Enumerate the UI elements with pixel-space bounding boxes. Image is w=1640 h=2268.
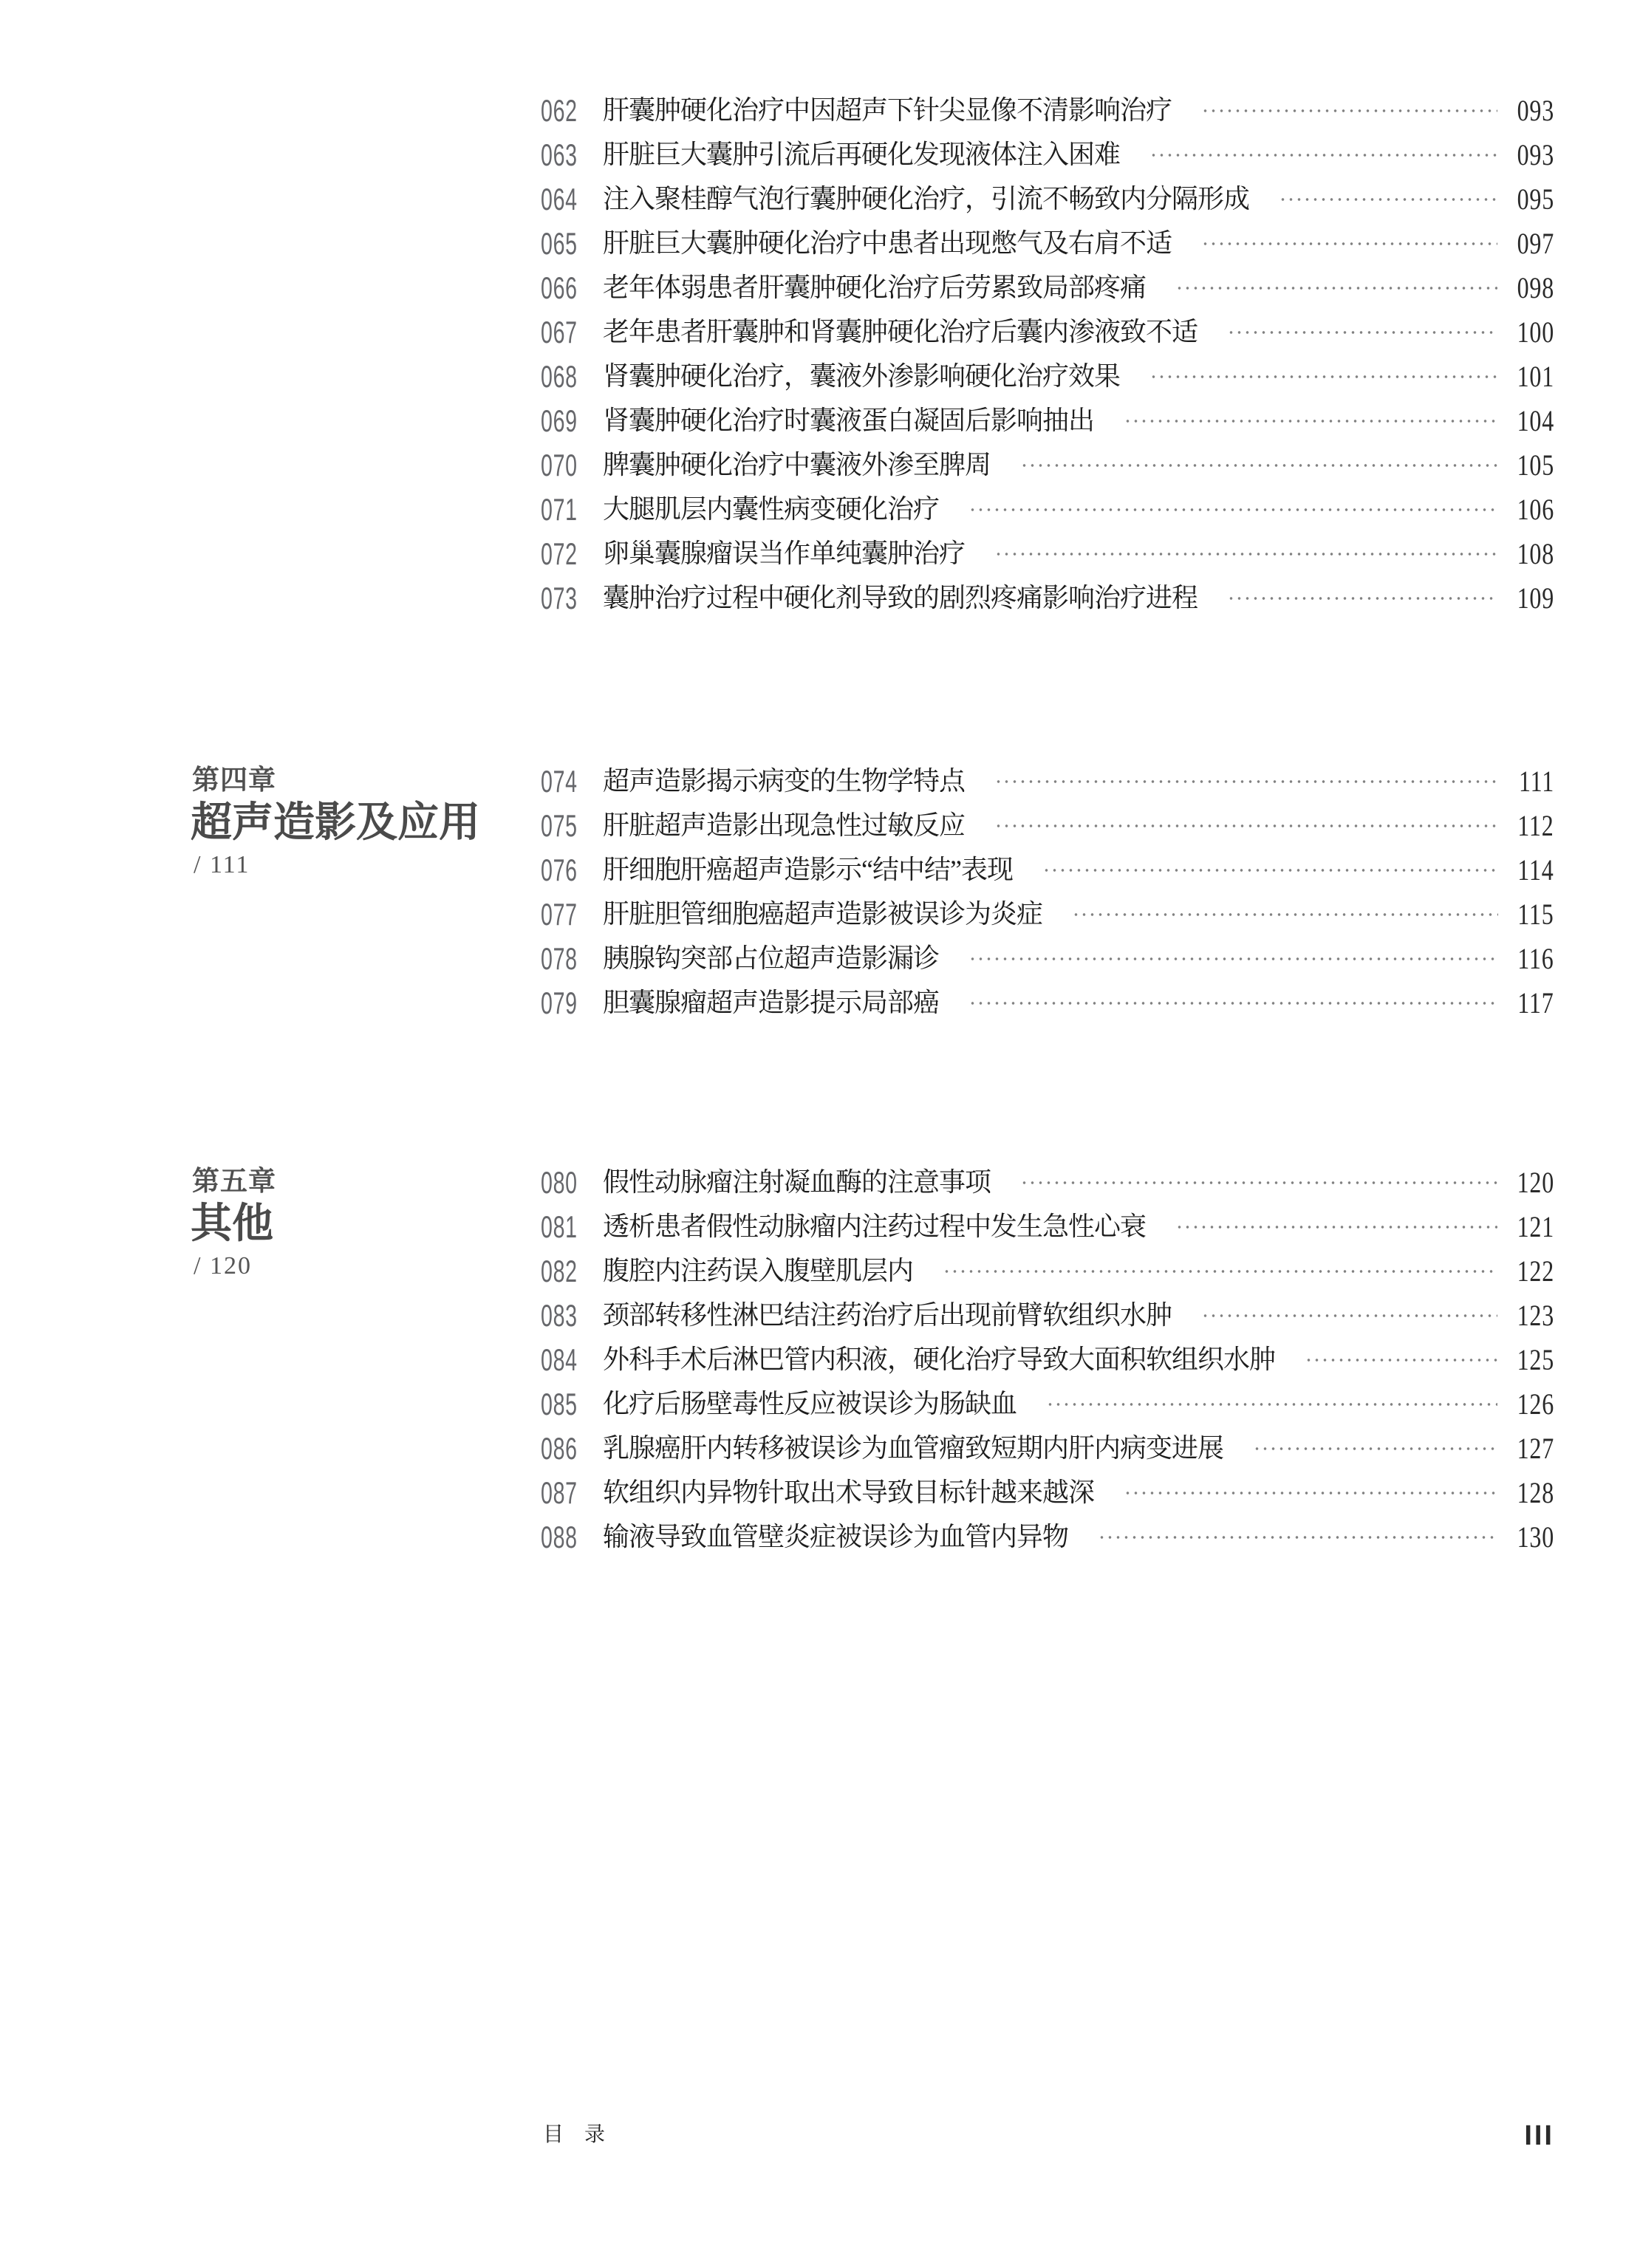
toc-row: [541, 1427, 1554, 1471]
entry-page-number: 123: [1517, 1299, 1554, 1332]
entry-number: 075: [541, 808, 578, 843]
dot-leader: [1046, 1399, 1497, 1410]
entry-page-number: 126: [1517, 1387, 1554, 1421]
entry-title: 肝脏巨大囊肿硬化治疗中患者出现憋气及右肩不适: [603, 228, 1172, 259]
toc-row: [541, 399, 1554, 443]
entry-number: 069: [541, 403, 578, 438]
toc-row: [541, 1515, 1554, 1560]
dot-leader: [1149, 150, 1497, 160]
dot-leader: [1201, 1311, 1497, 1321]
toc-row: [541, 1249, 1554, 1294]
entry-page-number: 105: [1517, 448, 1554, 482]
entry-page-number: 106: [1517, 493, 1554, 526]
dot-leader: [943, 1266, 1497, 1277]
entry-title: 卵巢囊腺瘤误当作单纯囊肿治疗: [603, 539, 966, 569]
entry-title: 化疗后肠壁毒性反应被误诊为肠缺血: [603, 1389, 1017, 1419]
entry-number: 076: [541, 853, 578, 887]
dot-leader: [1201, 239, 1497, 249]
entry-number: 086: [541, 1431, 578, 1466]
chapter-title: 其他: [191, 1201, 273, 1247]
toc-row: [541, 222, 1554, 266]
entry-title: 胆囊腺瘤超声造影提示局部癌: [603, 988, 940, 1018]
toc-row: [541, 848, 1554, 892]
dot-leader: [968, 954, 1498, 964]
entry-number: 063: [541, 137, 578, 172]
entry-number: 088: [541, 1520, 578, 1554]
entry-number: 078: [541, 941, 578, 976]
entry-page-number: 127: [1517, 1432, 1554, 1465]
entry-number: 079: [541, 986, 578, 1020]
entry-page-number: 109: [1517, 581, 1554, 615]
footer-page-number: III: [1524, 2120, 1554, 2151]
dot-leader: [1042, 865, 1499, 875]
entry-title: 肝脏胆管细胞癌超声造影被误诊为炎症: [603, 899, 1043, 929]
entry-title: 大腿肌层内囊性病变硬化治疗: [603, 494, 940, 525]
chapter-number: 第四章: [192, 765, 276, 796]
entry-page-number: 093: [1517, 138, 1554, 171]
entry-page-number: 101: [1517, 360, 1554, 393]
entry-number: 065: [541, 226, 578, 261]
dot-leader: [1227, 593, 1497, 604]
toc-row: [541, 177, 1554, 222]
entry-title: 腹腔内注药误入腹壁肌层内: [603, 1256, 914, 1286]
dot-leader: [1253, 1444, 1497, 1454]
entry-number: 081: [541, 1209, 578, 1244]
entry-page-number: 117: [1517, 986, 1554, 1019]
entry-page-number: 130: [1517, 1520, 1554, 1554]
entry-page-number: 111: [1518, 765, 1554, 798]
entry-number: 064: [541, 182, 578, 216]
entry-title: 输液导致血管壁炎症被误诊为血管内异物: [603, 1522, 1069, 1552]
dot-leader: [1124, 1488, 1497, 1498]
entry-title: 囊肿治疗过程中硬化剂导致的剧烈疼痛影响治疗进程: [603, 583, 1198, 613]
entry-page-number: 121: [1517, 1210, 1554, 1243]
toc-row: [541, 759, 1554, 804]
entry-number: 066: [541, 270, 578, 305]
entry-page-number: 116: [1517, 942, 1554, 975]
entry-title: 肾囊肿硬化治疗时囊液蛋白凝固后影响抽出: [603, 406, 1095, 436]
entry-title: 老年体弱患者肝囊肿硬化治疗后劳累致局部疼痛: [603, 273, 1147, 303]
toc-row: [541, 1471, 1554, 1515]
entry-title: 外科手术后淋巴管内积液，硬化治疗导致大面积软组织水肿: [603, 1345, 1276, 1375]
toc-row: [541, 443, 1554, 488]
entry-number: 071: [541, 492, 578, 527]
entry-number: 083: [541, 1298, 578, 1333]
entry-number: 085: [541, 1387, 578, 1421]
entry-title: 假性动脉瘤注射凝血酶的注意事项: [603, 1167, 991, 1198]
entry-page-number: 104: [1517, 404, 1554, 437]
dot-leader: [1227, 327, 1497, 338]
toc-row: [541, 266, 1554, 310]
entry-page-number: 095: [1517, 182, 1554, 216]
entry-page-number: 122: [1517, 1254, 1554, 1288]
entry-number: 087: [541, 1475, 578, 1510]
entry-title: 胰腺钩突部占位超声造影漏诊: [603, 943, 940, 974]
entry-title: 乳腺癌肝内转移被误诊为血管瘤致短期内肝内病变进展: [603, 1433, 1224, 1463]
dot-leader: [1279, 194, 1497, 205]
entry-page-number: 098: [1517, 271, 1554, 304]
entry-page-number: 125: [1517, 1343, 1554, 1376]
footer-running-title: 目 录: [543, 2123, 606, 2146]
dot-leader: [994, 776, 1500, 787]
entry-title: 肝脏超声造影出现急性过敏反应: [603, 810, 966, 841]
dot-leader: [1020, 460, 1497, 471]
entry-page-number: 114: [1517, 853, 1554, 887]
entry-title: 软组织内异物针取出术导致目标针越来越深: [603, 1478, 1095, 1508]
toc-row: [541, 1338, 1554, 1382]
entry-title: 老年患者肝囊肿和肾囊肿硬化治疗后囊内渗液致不适: [603, 317, 1198, 347]
entry-number: 070: [541, 448, 578, 482]
entry-title: 透析患者假性动脉瘤内注药过程中发生急性心衰: [603, 1212, 1147, 1242]
entry-title: 注入聚桂醇气泡行囊肿硬化治疗，引流不畅致内分隔形成: [603, 184, 1250, 214]
entry-number: 084: [541, 1342, 578, 1377]
chapter-start-page: / 111: [194, 851, 250, 878]
toc-row: [541, 310, 1554, 355]
dot-leader: [1175, 283, 1497, 293]
toc-row: [541, 576, 1554, 621]
dot-leader: [1149, 372, 1497, 382]
dot-leader: [968, 998, 1498, 1008]
dot-leader: [1098, 1532, 1497, 1543]
entry-page-number: 108: [1517, 537, 1554, 570]
dot-leader: [1305, 1355, 1497, 1365]
toc-row: [541, 804, 1554, 848]
toc-row: [541, 1294, 1554, 1338]
entry-number: 082: [541, 1254, 578, 1288]
chapter-number: 第五章: [192, 1167, 276, 1197]
entry-page-number: 112: [1517, 809, 1554, 842]
toc-row: [541, 89, 1554, 133]
entry-number: 067: [541, 315, 578, 349]
dot-leader: [1124, 416, 1497, 426]
entry-page-number: 100: [1517, 315, 1554, 349]
toc-row: [541, 1205, 1554, 1249]
entry-number: 068: [541, 359, 578, 394]
entry-page-number: 097: [1517, 227, 1554, 260]
toc-row: [541, 892, 1554, 937]
entry-number: 080: [541, 1165, 578, 1200]
entry-number: 062: [541, 93, 578, 128]
entry-title: 脾囊肿硬化治疗中囊液外渗至脾周: [603, 450, 991, 480]
toc-entry-list: [541, 759, 1554, 1025]
entry-title: 颈部转移性淋巴结注药治疗后出现前臂软组织水肿: [603, 1300, 1172, 1331]
entry-page-number: 128: [1517, 1476, 1554, 1509]
entry-number: 077: [541, 897, 578, 932]
entry-number: 074: [541, 764, 578, 799]
entry-title: 肝脏巨大囊肿引流后再硬化发现液体注入困难: [603, 140, 1121, 170]
entry-page-number: 093: [1517, 94, 1554, 127]
toc-row: [541, 937, 1554, 981]
dot-leader: [1072, 909, 1498, 920]
entry-title: 肝细胞肝癌超声造影示“结中结”表现: [603, 855, 1013, 885]
toc-row: [541, 1161, 1554, 1205]
entry-number: 073: [541, 581, 578, 615]
entry-page-number: 120: [1517, 1166, 1554, 1199]
dot-leader: [1201, 106, 1497, 116]
entry-title: 肾囊肿硬化治疗，囊液外渗影响硬化治疗效果: [603, 361, 1121, 392]
entry-title: 肝囊肿硬化治疗中因超声下针尖显像不清影响治疗: [603, 95, 1172, 126]
chapter-start-page: / 120: [194, 1252, 252, 1280]
entry-number: 072: [541, 536, 578, 571]
dot-leader: [968, 505, 1497, 515]
toc-row: [541, 981, 1554, 1025]
dot-leader: [994, 821, 1498, 831]
dot-leader: [1175, 1222, 1497, 1232]
toc-entry-list: [541, 89, 1554, 621]
entry-page-number: 115: [1517, 898, 1554, 931]
dot-leader: [1020, 1178, 1497, 1188]
chapter-title: 超声造影及应用: [191, 800, 480, 846]
entry-title: 超声造影揭示病变的生物学特点: [603, 766, 966, 796]
toc-row: [541, 1382, 1554, 1427]
toc-entry-list: [541, 1161, 1554, 1560]
toc-row: [541, 133, 1554, 177]
dot-leader: [994, 549, 1497, 559]
toc-row: [541, 488, 1554, 532]
toc-row: [541, 532, 1554, 576]
toc-row: [541, 355, 1554, 399]
